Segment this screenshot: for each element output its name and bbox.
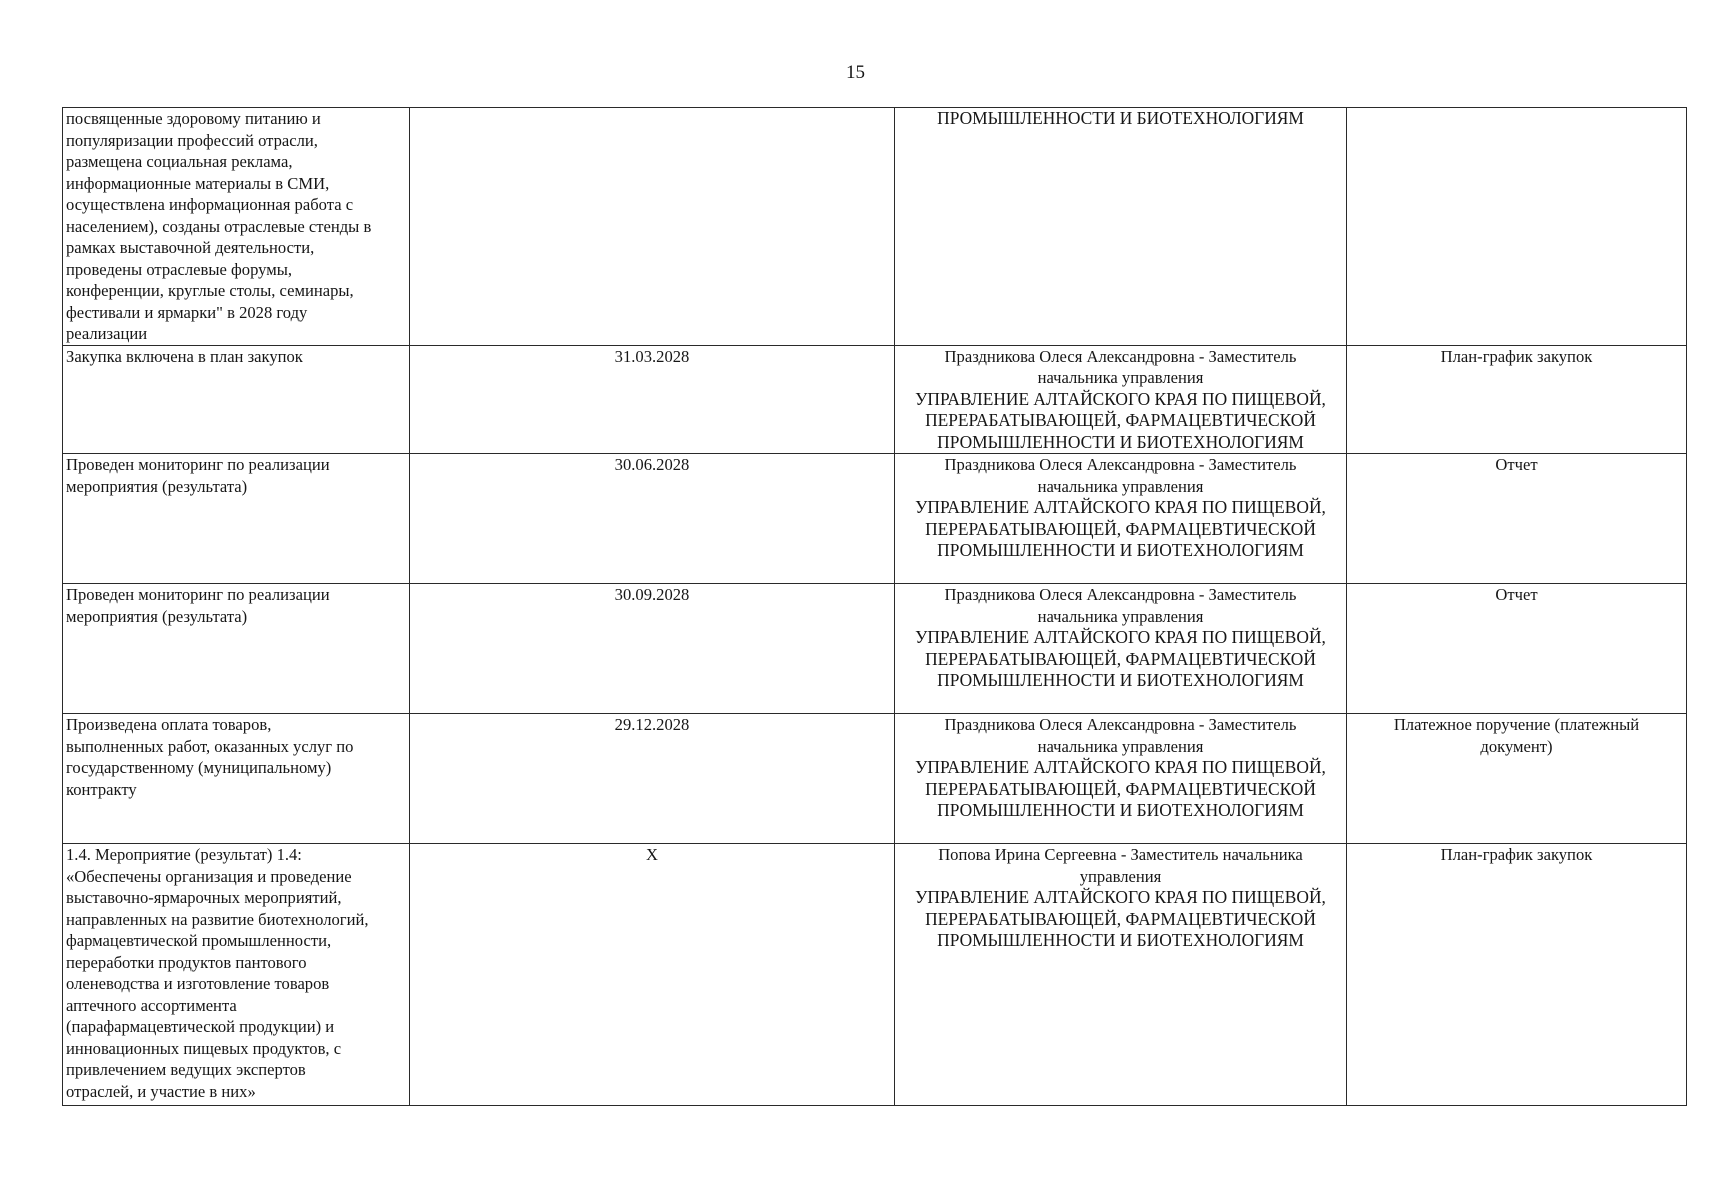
document-text: План-график закупок [1440,845,1593,864]
date-cell [410,454,895,584]
document-text: План-график закупок [1440,346,1593,366]
responsible-organization: УПРАВЛЕНИЕ АЛТАЙСКОГО КРАЯ ПО ПИЩЕВОЙ, ПЕРЕРАБАТЫВАЮЩЕЙ, ФАРМАЦЕВТИЧЕСКОЙ ПРОМЫШЛЕННОСТИ И БИОТЕХНОЛОГИЯМ [915,627,1326,690]
result-text: Закупка включена в план закупок [66,346,303,366]
responsible-cell [895,584,1347,714]
result-cell [63,345,410,454]
responsible-person: Праздникова Олеся Александровна - Заместитель начальника управления [944,715,1297,756]
document-cell [1347,345,1687,454]
document-cell [1347,714,1687,844]
table-row [63,108,1687,346]
date-cell [410,844,895,1106]
table-row [63,714,1687,844]
date-text: 29.12.2028 [614,715,690,734]
table-row [63,844,1687,1106]
date-text: 31.03.2028 [614,346,690,366]
document-cell [1347,108,1687,346]
date-cell [410,714,895,844]
date-text: X [646,845,658,864]
document-cell [1347,454,1687,584]
table-row [63,584,1687,714]
date-text: 30.09.2028 [614,585,690,604]
responsible-person: Попова Ирина Сергеевна - Заместитель начальника управления [938,845,1303,886]
page-number: 15 [846,62,865,83]
document-text: Платежное поручение (платежный документ) [1393,715,1640,756]
date-cell [410,584,895,714]
responsible-cell [895,454,1347,584]
responsible-organization: УПРАВЛЕНИЕ АЛТАЙСКОГО КРАЯ ПО ПИЩЕВОЙ, ПЕРЕРАБАТЫВАЮЩЕЙ, ФАРМАЦЕВТИЧЕСКОЙ ПРОМЫШЛЕННОСТИ И БИОТЕХНОЛОГИЯМ [915,887,1326,950]
document-cell [1347,844,1687,1106]
document-text: Отчет [1495,585,1538,604]
table-row [63,345,1687,454]
responsible-organization: УПРАВЛЕНИЕ АЛТАЙСКОГО КРАЯ ПО ПИЩЕВОЙ, ПЕРЕРАБАТЫВАЮЩЕЙ, ФАРМАЦЕВТИЧЕСКОЙ ПРОМЫШЛЕННОСТИ И БИОТЕХНОЛОГИЯМ [915,497,1326,560]
responsible-cell [895,844,1347,1106]
result-cell [63,844,410,1106]
result-cell [63,714,410,844]
responsible-organization: УПРАВЛЕНИЕ АЛТАЙСКОГО КРАЯ ПО ПИЩЕВОЙ, ПЕРЕРАБАТЫВАЮЩЕЙ, ФАРМАЦЕВТИЧЕСКОЙ ПРОМЫШЛЕННОСТИ И БИОТЕХНОЛОГИЯМ [915,757,1326,820]
responsible-person: Праздникова Олеся Александровна - Заместитель начальника управления [944,346,1297,387]
result-cell [63,454,410,584]
table-row [63,454,1687,584]
responsible-organization: ПРОМЫШЛЕННОСТИ И БИОТЕХНОЛОГИЯМ [937,108,1304,128]
result-text: посвященные здоровому питанию и популяризации профессий отрасли, размещена социальная реклама, информационные материалы в СМИ, осуществлена информационная работа с населением), созданы отраслевые стенды в рамках выставочной деятельности, проведены отраслевые форумы, конференции, круглые столы, семинары, фестивали и ярмарки" в 2028 году реализации [66,109,372,343]
date-cell [410,108,895,346]
responsible-organization: УПРАВЛЕНИЕ АЛТАЙСКОГО КРАЯ ПО ПИЩЕВОЙ, ПЕРЕРАБАТЫВАЮЩЕЙ, ФАРМАЦЕВТИЧЕСКОЙ ПРОМЫШЛЕННОСТИ И БИОТЕХНОЛОГИЯМ [915,388,1326,452]
responsible-person: Праздникова Олеся Александровна - Заместитель начальника управления [944,585,1297,626]
result-text: Проведен мониторинг по реализации мероприятия (результата) [66,455,330,496]
control-points-table [62,107,1687,1106]
responsible-person: Праздникова Олеся Александровна - Заместитель начальника управления [944,455,1297,496]
date-cell [410,345,895,454]
result-cell [63,584,410,714]
result-cell [63,108,410,346]
result-text: 1.4. Мероприятие (результат) 1.4: «Обеспечены организация и проведение выставочно-ярмарочных мероприятий, направленных на развитие биотехнологий, фармацевтической промышленности, переработки продуктов пантового оленеводства и изготовление товаров аптечного ассортимента (парафармацевтической продукции) и инновационных пищевых продуктов, с привлечением ведущих экспертов отраслей, и участие в них» [66,845,369,1101]
result-text: Произведена оплата товаров, выполненных работ, оказанных услуг по государственному (муниципальному) контракту [66,715,354,799]
document-cell [1347,584,1687,714]
document-text: Отчет [1495,455,1538,474]
responsible-cell [895,714,1347,844]
responsible-cell [895,345,1347,454]
date-text: 30.06.2028 [614,455,690,474]
result-text: Проведен мониторинг по реализации мероприятия (результата) [66,585,330,626]
responsible-cell [895,108,1347,346]
